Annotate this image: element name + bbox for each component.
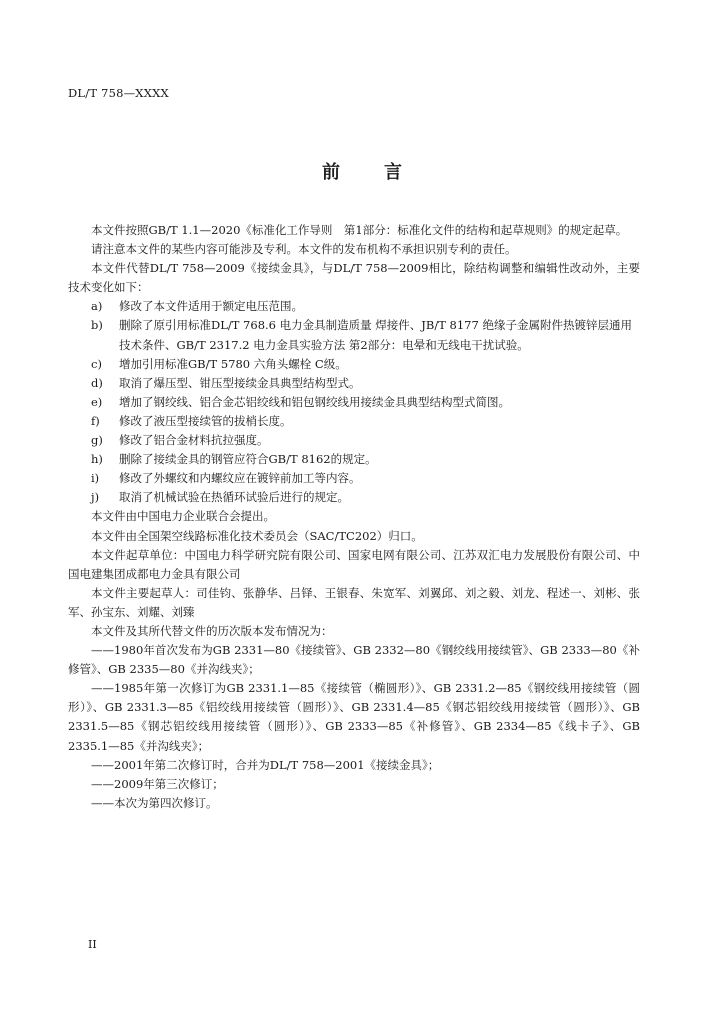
title-char-1: 前 xyxy=(322,162,340,183)
title-char-2: 言 xyxy=(384,162,402,183)
change-key: b) xyxy=(91,318,103,333)
section-title xyxy=(0,158,724,184)
paragraph: 本文件按照GB/T 1.1—2020《标准化工作导则 第1部分：标准化文件的结构和起草规则》的规定起草。 xyxy=(91,223,628,237)
paragraph: 本文件由中国电力企业联合会提出。 xyxy=(91,509,275,524)
change-key: e) xyxy=(91,394,103,409)
history-item: ——2001年第二次修订时，合并为DL/T 758—2001《接续金具》； xyxy=(91,757,440,772)
paragraph: 本文件由全国架空线路标准化技术委员会（SAC/TC202）归口。 xyxy=(91,528,423,543)
history-item: ——本次为第四次修订。 xyxy=(91,795,218,810)
change-text: 修改了铝合金材料抗拉强度。 xyxy=(119,433,269,448)
history-item: ——1980年首次发布为GB 2331—80《接续管》、GB 2332—80《钢绞线用接续管》、GB 2333—80《补修管》、GB 2335—80《并沟线夹》； xyxy=(68,643,640,677)
paragraph: 本文件及其所代替文件的历次版本发布情况为： xyxy=(91,623,333,638)
change-text: 取消了爆压型、钳压型接续金具典型结构型式。 xyxy=(119,375,361,390)
paragraph: 本文件代替DL/T 758—2009《接续金具》，与DL/T 758—2009相比，除结构调整和编辑性改动外，主要技术变化如下： xyxy=(68,261,640,295)
change-item xyxy=(68,393,640,412)
change-text: 修改了液压型接续管的拔梢长度。 xyxy=(119,413,292,428)
change-key: i) xyxy=(91,471,100,486)
change-item xyxy=(68,316,640,354)
change-item xyxy=(68,431,640,450)
page-number: II xyxy=(88,938,97,951)
change-item xyxy=(68,374,640,393)
history-item: ——2009年第三次修订； xyxy=(91,776,224,791)
foreword-body xyxy=(68,221,640,813)
change-key: f) xyxy=(91,413,100,428)
change-key: h) xyxy=(91,452,103,467)
change-text: 增加引用标准GB/T 5780 六角头螺栓 C级。 xyxy=(119,356,347,371)
document-code: DL/T 758—XXXX xyxy=(68,86,169,100)
drafters: 本文件主要起草人：司佳钧、张静华、吕铎、王银春、朱宽军、刘翼邱、刘之毅、刘龙、程述一、刘彬、张军、孙宝东、刘耀、刘臻 xyxy=(68,585,640,619)
change-item xyxy=(68,488,640,507)
paragraph: 请注意本文件的某些内容可能涉及专利。本文件的发布机构不承担识别专利的责任。 xyxy=(91,242,517,257)
change-item xyxy=(68,297,640,316)
change-key: d) xyxy=(91,375,103,390)
change-text: 删除了原引用标准DL/T 768.6 电力金具制造质量 焊接件、JB/T 8177 绝缘子金属附件热镀锌层通用技术条件、GB/T 2317.2 电力金具实验方法 第2部分：电晕和无线电干扰试验。 xyxy=(119,318,632,352)
change-item xyxy=(68,412,640,431)
change-text: 修改了本文件适用于额定电压范围。 xyxy=(119,299,303,314)
change-item xyxy=(68,450,640,469)
change-text: 删除了接续金具的钢管应符合GB/T 8162的规定。 xyxy=(119,452,377,467)
change-key: j) xyxy=(91,490,100,505)
change-item xyxy=(68,469,640,488)
history-item: ——1985年第一次修订为GB 2331.1—85《接续管（椭圆形）》、GB 2331.2—85《钢绞线用接续管（圆形）》、GB 2331.3—85《铝绞线用接续管（圆形）》、GB 2331.4—85《钢芯铝绞线用接续管（圆形）》、GB 2331.5—85《钢芯铝绞线用接续管（圆形）》、GB 2333—85《补修管》、GB 2334—85《线卡子》、GB 2335.1—85《并沟线夹》； xyxy=(68,681,640,753)
change-key: c) xyxy=(91,356,102,371)
change-item xyxy=(68,355,640,374)
change-text: 取消了机械试验在热循环试验后进行的规定。 xyxy=(119,490,349,505)
change-key: g) xyxy=(91,433,103,448)
change-text: 修改了外螺纹和内螺纹应在镀锌前加工等内容。 xyxy=(119,471,361,486)
change-text: 增加了钢绞线、铝合金芯铝绞线和铝包钢绞线用接续金具典型结构型式简图。 xyxy=(119,394,510,409)
change-key: a) xyxy=(91,299,103,314)
drafting-units: 本文件起草单位：中国电力科学研究院有限公司、国家电网有限公司、江苏双汇电力发展股份有限公司、中国电建集团成都电力金具有限公司 xyxy=(68,547,640,581)
